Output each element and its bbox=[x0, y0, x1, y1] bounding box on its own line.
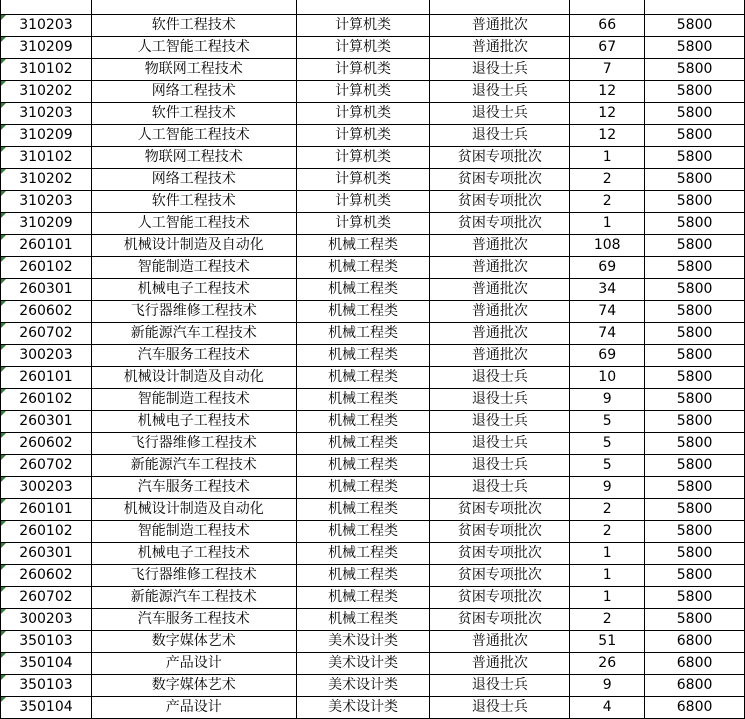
cell-code-text: 260602 bbox=[19, 303, 73, 319]
cell-code-text: 350103 bbox=[19, 633, 73, 649]
table-row bbox=[1, 191, 745, 213]
cell-batch[interactable]: 退役士兵 bbox=[430, 433, 570, 455]
number-as-text-marker-icon bbox=[1, 213, 6, 218]
cell-batch[interactable]: 退役士兵 bbox=[430, 389, 570, 411]
cell-code[interactable] bbox=[1, 631, 92, 653]
cell-category[interactable]: 美术设计类 bbox=[296, 631, 430, 653]
cell-fee[interactable]: 5800 bbox=[645, 235, 745, 257]
cell-batch[interactable]: 普通批次 bbox=[430, 37, 570, 59]
cell-code[interactable] bbox=[1, 609, 92, 631]
cell-count[interactable]: 5 bbox=[570, 455, 645, 477]
cell-major[interactable]: 飞行器维修工程技术 bbox=[91, 301, 296, 323]
cell-major[interactable]: 软件工程技术 bbox=[91, 15, 296, 37]
cell-count[interactable]: 9 bbox=[570, 389, 645, 411]
cell-count[interactable]: 12 bbox=[570, 81, 645, 103]
cell-fee[interactable]: 5800 bbox=[645, 499, 745, 521]
cell-category[interactable]: 机械工程类 bbox=[296, 257, 430, 279]
cell-category[interactable]: 机械工程类 bbox=[296, 411, 430, 433]
cell-batch[interactable]: 退役士兵 bbox=[430, 103, 570, 125]
table-row bbox=[1, 367, 745, 389]
table-row bbox=[1, 587, 745, 609]
cell-code-text: 260102 bbox=[19, 259, 73, 275]
cell-category[interactable]: 机械工程类 bbox=[296, 499, 430, 521]
cell-count[interactable]: 1 bbox=[570, 565, 645, 587]
number-as-text-marker-icon bbox=[1, 609, 6, 614]
cell-count[interactable]: 9 bbox=[570, 675, 645, 697]
number-as-text-marker-icon bbox=[1, 345, 6, 350]
cell-category[interactable]: 计算机类 bbox=[296, 15, 430, 37]
cell-code[interactable] bbox=[1, 653, 92, 675]
cell-code[interactable] bbox=[1, 0, 92, 15]
cell-count[interactable]: 2 bbox=[570, 169, 645, 191]
cell-code-text: 310209 bbox=[19, 215, 73, 231]
cell-code-text: 260102 bbox=[19, 523, 73, 539]
cell-fee[interactable]: 6800 bbox=[645, 697, 745, 719]
cell-code-text: 350104 bbox=[19, 655, 73, 671]
table-row-partial bbox=[1, 0, 745, 15]
number-as-text-marker-icon bbox=[1, 411, 6, 416]
cell-category[interactable]: 计算机类 bbox=[296, 125, 430, 147]
cell-code[interactable] bbox=[1, 125, 92, 147]
cell-code[interactable] bbox=[1, 191, 92, 213]
table-row bbox=[1, 235, 745, 257]
table-row bbox=[1, 147, 745, 169]
cell-count[interactable]: 1 bbox=[570, 543, 645, 565]
cell-batch[interactable]: 贫困专项批次 bbox=[430, 609, 570, 631]
table-row bbox=[1, 169, 745, 191]
number-as-text-marker-icon bbox=[1, 543, 6, 548]
cell-fee[interactable]: 5800 bbox=[645, 257, 745, 279]
cell-category[interactable]: 机械工程类 bbox=[296, 301, 430, 323]
cell-count[interactable]: 2 bbox=[570, 191, 645, 213]
cell-count[interactable]: 26 bbox=[570, 653, 645, 675]
cell-major[interactable]: 智能制造工程技术 bbox=[91, 521, 296, 543]
number-as-text-marker-icon bbox=[1, 257, 6, 262]
cell-count[interactable]: 74 bbox=[570, 323, 645, 345]
cell-code-text: 310209 bbox=[19, 39, 73, 55]
cell-batch[interactable]: 贫困专项批次 bbox=[430, 499, 570, 521]
cell-count[interactable]: 108 bbox=[570, 235, 645, 257]
cell-code[interactable] bbox=[1, 81, 92, 103]
table-row bbox=[1, 697, 745, 719]
cell-major[interactable]: 机械设计制造及自动化 bbox=[91, 367, 296, 389]
number-as-text-marker-icon bbox=[1, 37, 6, 42]
number-as-text-marker-icon bbox=[1, 103, 6, 108]
cell-batch[interactable]: 贫困专项批次 bbox=[430, 565, 570, 587]
cell-major[interactable]: 人工智能工程技术 bbox=[91, 213, 296, 235]
number-as-text-marker-icon bbox=[1, 235, 6, 240]
cell-category[interactable]: 计算机类 bbox=[296, 37, 430, 59]
cell-code-text: 260301 bbox=[19, 413, 73, 429]
cell-major[interactable]: 物联网工程技术 bbox=[91, 147, 296, 169]
cell-batch[interactable]: 退役士兵 bbox=[430, 125, 570, 147]
cell-major[interactable]: 人工智能工程技术 bbox=[91, 125, 296, 147]
cell-count[interactable]: 66 bbox=[570, 15, 645, 37]
cell-fee[interactable]: 6800 bbox=[645, 653, 745, 675]
cell-major[interactable]: 机械电子工程技术 bbox=[91, 411, 296, 433]
cell-major[interactable]: 飞行器维修工程技术 bbox=[91, 433, 296, 455]
cell-fee[interactable]: 5800 bbox=[645, 37, 745, 59]
cell-code-text: 300203 bbox=[19, 611, 73, 627]
table-row bbox=[1, 499, 745, 521]
cell-major[interactable]: 软件工程技术 bbox=[91, 103, 296, 125]
cell-count[interactable] bbox=[570, 0, 645, 15]
cell-batch[interactable]: 退役士兵 bbox=[430, 675, 570, 697]
cell-fee[interactable]: 5800 bbox=[645, 147, 745, 169]
cell-code[interactable] bbox=[1, 345, 92, 367]
cell-major[interactable]: 数字媒体艺术 bbox=[91, 631, 296, 653]
cell-code[interactable] bbox=[1, 15, 92, 37]
cell-count[interactable]: 51 bbox=[570, 631, 645, 653]
cell-count[interactable]: 2 bbox=[570, 499, 645, 521]
cell-code-text: 260301 bbox=[19, 281, 73, 297]
number-as-text-marker-icon bbox=[1, 521, 6, 526]
cell-code[interactable] bbox=[1, 477, 92, 499]
cell-major[interactable]: 机械电子工程技术 bbox=[91, 543, 296, 565]
number-as-text-marker-icon bbox=[1, 697, 6, 702]
cell-major[interactable]: 数字媒体艺术 bbox=[91, 675, 296, 697]
cell-code-text: 310102 bbox=[19, 61, 73, 77]
table-row bbox=[1, 675, 745, 697]
cell-count[interactable]: 5 bbox=[570, 433, 645, 455]
table-row bbox=[1, 433, 745, 455]
table-row bbox=[1, 345, 745, 367]
table-row bbox=[1, 389, 745, 411]
table-row bbox=[1, 59, 745, 81]
cell-major[interactable]: 新能源汽车工程技术 bbox=[91, 455, 296, 477]
cell-batch[interactable] bbox=[430, 0, 570, 15]
cell-fee[interactable]: 5800 bbox=[645, 455, 745, 477]
cell-code-text: 310202 bbox=[19, 171, 73, 187]
table-row bbox=[1, 213, 745, 235]
cell-count[interactable]: 69 bbox=[570, 345, 645, 367]
cell-major[interactable]: 产品设计 bbox=[91, 653, 296, 675]
cell-category[interactable]: 计算机类 bbox=[296, 103, 430, 125]
cell-batch[interactable]: 退役士兵 bbox=[430, 697, 570, 719]
cell-batch[interactable]: 贫困专项批次 bbox=[430, 587, 570, 609]
cell-batch[interactable]: 普通批次 bbox=[430, 631, 570, 653]
cell-code-text: 260101 bbox=[19, 369, 73, 385]
number-as-text-marker-icon bbox=[1, 653, 6, 658]
cell-batch[interactable]: 普通批次 bbox=[430, 235, 570, 257]
cell-batch[interactable]: 普通批次 bbox=[430, 323, 570, 345]
number-as-text-marker-icon bbox=[1, 565, 6, 570]
cell-category[interactable]: 机械工程类 bbox=[296, 587, 430, 609]
cell-batch[interactable]: 贫困专项批次 bbox=[430, 147, 570, 169]
cell-major[interactable]: 汽车服务工程技术 bbox=[91, 477, 296, 499]
cell-category[interactable]: 美术设计类 bbox=[296, 653, 430, 675]
cell-code[interactable] bbox=[1, 675, 92, 697]
cell-code[interactable] bbox=[1, 103, 92, 125]
cell-fee[interactable]: 5800 bbox=[645, 103, 745, 125]
cell-code[interactable] bbox=[1, 433, 92, 455]
cell-fee[interactable]: 5800 bbox=[645, 345, 745, 367]
cell-count[interactable]: 12 bbox=[570, 103, 645, 125]
cell-category[interactable]: 计算机类 bbox=[296, 169, 430, 191]
cell-fee[interactable]: 6800 bbox=[645, 631, 745, 653]
table-row bbox=[1, 521, 745, 543]
table-row bbox=[1, 565, 745, 587]
cell-count[interactable]: 1 bbox=[570, 147, 645, 169]
cell-category[interactable]: 机械工程类 bbox=[296, 323, 430, 345]
cell-count[interactable]: 10 bbox=[570, 367, 645, 389]
cell-category[interactable]: 机械工程类 bbox=[296, 367, 430, 389]
cell-fee[interactable]: 5800 bbox=[645, 565, 745, 587]
cell-count[interactable]: 7 bbox=[570, 59, 645, 81]
cell-major[interactable]: 飞行器维修工程技术 bbox=[91, 565, 296, 587]
number-as-text-marker-icon bbox=[1, 587, 6, 592]
cell-major[interactable]: 机械电子工程技术 bbox=[91, 279, 296, 301]
cell-category[interactable]: 计算机类 bbox=[296, 81, 430, 103]
table-row bbox=[1, 653, 745, 675]
cell-batch[interactable]: 普通批次 bbox=[430, 301, 570, 323]
table-row bbox=[1, 125, 745, 147]
cell-fee[interactable]: 5800 bbox=[645, 411, 745, 433]
table-row bbox=[1, 103, 745, 125]
cell-count[interactable]: 1 bbox=[570, 213, 645, 235]
number-as-text-marker-icon bbox=[1, 367, 6, 372]
cell-fee[interactable]: 5800 bbox=[645, 81, 745, 103]
cell-category[interactable]: 机械工程类 bbox=[296, 389, 430, 411]
number-as-text-marker-icon bbox=[1, 279, 6, 284]
cell-code-text: 260101 bbox=[19, 237, 73, 253]
table-row bbox=[1, 609, 745, 631]
cell-batch[interactable]: 退役士兵 bbox=[430, 477, 570, 499]
cell-code[interactable] bbox=[1, 301, 92, 323]
cell-category[interactable] bbox=[296, 0, 430, 15]
cell-category[interactable]: 机械工程类 bbox=[296, 345, 430, 367]
table-row bbox=[1, 543, 745, 565]
cell-code-text: 260702 bbox=[19, 325, 73, 341]
number-as-text-marker-icon bbox=[1, 389, 6, 394]
number-as-text-marker-icon bbox=[1, 59, 6, 64]
cell-batch[interactable]: 普通批次 bbox=[430, 345, 570, 367]
cell-batch[interactable]: 普通批次 bbox=[430, 279, 570, 301]
cell-major[interactable]: 物联网工程技术 bbox=[91, 59, 296, 81]
table-row bbox=[1, 301, 745, 323]
cell-major[interactable]: 机械设计制造及自动化 bbox=[91, 499, 296, 521]
cell-code-text: 350103 bbox=[19, 677, 73, 693]
cell-batch[interactable]: 退役士兵 bbox=[430, 59, 570, 81]
cell-fee[interactable]: 5800 bbox=[645, 279, 745, 301]
cell-category[interactable]: 机械工程类 bbox=[296, 433, 430, 455]
cell-count[interactable]: 5 bbox=[570, 411, 645, 433]
cell-batch[interactable]: 退役士兵 bbox=[430, 455, 570, 477]
number-as-text-marker-icon bbox=[1, 81, 6, 86]
cell-code-text: 260102 bbox=[19, 391, 73, 407]
cell-fee[interactable]: 5800 bbox=[645, 323, 745, 345]
cell-fee[interactable]: 5800 bbox=[645, 125, 745, 147]
table-row bbox=[1, 455, 745, 477]
cell-code-text: 310209 bbox=[19, 127, 73, 143]
cell-major[interactable]: 新能源汽车工程技术 bbox=[91, 587, 296, 609]
cell-batch[interactable]: 退役士兵 bbox=[430, 411, 570, 433]
cell-category[interactable]: 机械工程类 bbox=[296, 455, 430, 477]
table-row bbox=[1, 631, 745, 653]
number-as-text-marker-icon bbox=[1, 499, 6, 504]
cell-fee[interactable]: 5800 bbox=[645, 587, 745, 609]
cell-code[interactable] bbox=[1, 235, 92, 257]
cell-code-text: 260602 bbox=[19, 567, 73, 583]
cell-major[interactable]: 新能源汽车工程技术 bbox=[91, 323, 296, 345]
cell-fee[interactable]: 5800 bbox=[645, 15, 745, 37]
cell-major[interactable]: 智能制造工程技术 bbox=[91, 257, 296, 279]
cell-batch[interactable]: 贫困专项批次 bbox=[430, 543, 570, 565]
cell-category[interactable]: 机械工程类 bbox=[296, 521, 430, 543]
cell-code[interactable] bbox=[1, 323, 92, 345]
number-as-text-marker-icon bbox=[1, 675, 6, 680]
cell-fee[interactable]: 5800 bbox=[645, 477, 745, 499]
table-row bbox=[1, 37, 745, 59]
table-row bbox=[1, 15, 745, 37]
cell-category[interactable]: 计算机类 bbox=[296, 213, 430, 235]
cell-batch[interactable]: 普通批次 bbox=[430, 15, 570, 37]
number-as-text-marker-icon bbox=[1, 169, 6, 174]
cell-category[interactable]: 机械工程类 bbox=[296, 543, 430, 565]
cell-code-text: 310102 bbox=[19, 149, 73, 165]
cell-category[interactable]: 机械工程类 bbox=[296, 609, 430, 631]
cell-fee[interactable] bbox=[645, 0, 745, 15]
cell-fee[interactable]: 5800 bbox=[645, 301, 745, 323]
number-as-text-marker-icon bbox=[1, 147, 6, 152]
cell-category[interactable]: 机械工程类 bbox=[296, 477, 430, 499]
cell-code-text: 300203 bbox=[19, 479, 73, 495]
number-as-text-marker-icon bbox=[1, 631, 6, 636]
table-row bbox=[1, 411, 745, 433]
cell-major[interactable]: 机械设计制造及自动化 bbox=[91, 235, 296, 257]
cell-major[interactable]: 网络工程技术 bbox=[91, 81, 296, 103]
cell-code-text: 300203 bbox=[19, 347, 73, 363]
cell-batch[interactable]: 贫困专项批次 bbox=[430, 191, 570, 213]
cell-count[interactable]: 4 bbox=[570, 697, 645, 719]
cell-code-text: 260702 bbox=[19, 589, 73, 605]
table-row bbox=[1, 477, 745, 499]
number-as-text-marker-icon bbox=[1, 323, 6, 328]
number-as-text-marker-icon bbox=[1, 301, 6, 306]
cell-count[interactable]: 1 bbox=[570, 587, 645, 609]
cell-major[interactable]: 网络工程技术 bbox=[91, 169, 296, 191]
cell-batch[interactable]: 退役士兵 bbox=[430, 367, 570, 389]
cell-code-text: 310203 bbox=[19, 193, 73, 209]
cell-code[interactable] bbox=[1, 257, 92, 279]
cell-code-text: 260602 bbox=[19, 435, 73, 451]
cell-count[interactable]: 12 bbox=[570, 125, 645, 147]
cell-code[interactable] bbox=[1, 697, 92, 719]
cell-major[interactable]: 人工智能工程技术 bbox=[91, 37, 296, 59]
cell-code[interactable] bbox=[1, 389, 92, 411]
number-as-text-marker-icon bbox=[1, 191, 6, 196]
table-row bbox=[1, 279, 745, 301]
cell-major[interactable]: 汽车服务工程技术 bbox=[91, 609, 296, 631]
cell-code-text: 260702 bbox=[19, 457, 73, 473]
number-as-text-marker-icon bbox=[1, 15, 6, 20]
cell-category[interactable]: 美术设计类 bbox=[296, 697, 430, 719]
cell-major[interactable]: 软件工程技术 bbox=[91, 191, 296, 213]
cell-category[interactable]: 美术设计类 bbox=[296, 675, 430, 697]
cell-code[interactable] bbox=[1, 565, 92, 587]
number-as-text-marker-icon bbox=[1, 455, 6, 460]
cell-category[interactable]: 计算机类 bbox=[296, 147, 430, 169]
cell-code-text: 260101 bbox=[19, 501, 73, 517]
number-as-text-marker-icon bbox=[1, 477, 6, 482]
cell-fee[interactable]: 5800 bbox=[645, 609, 745, 631]
cell-code[interactable] bbox=[1, 213, 92, 235]
cell-code[interactable] bbox=[1, 499, 92, 521]
cell-fee[interactable]: 5800 bbox=[645, 169, 745, 191]
cell-code[interactable] bbox=[1, 587, 92, 609]
cell-count[interactable]: 2 bbox=[570, 521, 645, 543]
cell-batch[interactable]: 退役士兵 bbox=[430, 81, 570, 103]
table-body bbox=[1, 0, 745, 719]
cell-category[interactable]: 机械工程类 bbox=[296, 565, 430, 587]
cell-code-text: 260301 bbox=[19, 545, 73, 561]
table-row bbox=[1, 257, 745, 279]
cell-fee[interactable]: 5800 bbox=[645, 213, 745, 235]
cell-code[interactable] bbox=[1, 147, 92, 169]
cell-category[interactable]: 计算机类 bbox=[296, 191, 430, 213]
cell-fee[interactable]: 5800 bbox=[645, 521, 745, 543]
cell-code[interactable] bbox=[1, 543, 92, 565]
cell-code-text: 350104 bbox=[19, 699, 73, 715]
cell-code[interactable] bbox=[1, 37, 92, 59]
cell-code-text: 310202 bbox=[19, 83, 73, 99]
cell-batch[interactable]: 贫困专项批次 bbox=[430, 169, 570, 191]
cell-code[interactable] bbox=[1, 59, 92, 81]
cell-count[interactable]: 67 bbox=[570, 37, 645, 59]
cell-code[interactable] bbox=[1, 521, 92, 543]
cell-batch[interactable]: 贫困专项批次 bbox=[430, 213, 570, 235]
cell-fee[interactable]: 5800 bbox=[645, 367, 745, 389]
cell-category[interactable]: 机械工程类 bbox=[296, 279, 430, 301]
cell-count[interactable]: 74 bbox=[570, 301, 645, 323]
cell-code[interactable] bbox=[1, 367, 92, 389]
table-row bbox=[1, 81, 745, 103]
cell-fee[interactable]: 5800 bbox=[645, 543, 745, 565]
table-row bbox=[1, 323, 745, 345]
number-as-text-marker-icon bbox=[1, 125, 6, 130]
cell-fee[interactable]: 5800 bbox=[645, 191, 745, 213]
cell-fee[interactable]: 5800 bbox=[645, 389, 745, 411]
cell-fee[interactable]: 5800 bbox=[645, 433, 745, 455]
cell-category[interactable]: 计算机类 bbox=[296, 59, 430, 81]
cell-code-text: 310203 bbox=[19, 105, 73, 121]
cell-code[interactable] bbox=[1, 455, 92, 477]
cell-code[interactable] bbox=[1, 411, 92, 433]
cell-fee[interactable]: 5800 bbox=[645, 59, 745, 81]
cell-batch[interactable]: 贫困专项批次 bbox=[430, 521, 570, 543]
cell-count[interactable]: 69 bbox=[570, 257, 645, 279]
cell-count[interactable]: 2 bbox=[570, 609, 645, 631]
cell-code[interactable] bbox=[1, 169, 92, 191]
cell-batch[interactable]: 普通批次 bbox=[430, 257, 570, 279]
cell-major[interactable]: 智能制造工程技术 bbox=[91, 389, 296, 411]
cell-major[interactable] bbox=[91, 0, 296, 15]
cell-major[interactable]: 汽车服务工程技术 bbox=[91, 345, 296, 367]
cell-count[interactable]: 9 bbox=[570, 477, 645, 499]
cell-fee[interactable]: 6800 bbox=[645, 675, 745, 697]
cell-major[interactable]: 产品设计 bbox=[91, 697, 296, 719]
cell-category[interactable]: 机械工程类 bbox=[296, 235, 430, 257]
cell-batch[interactable]: 普通批次 bbox=[430, 653, 570, 675]
cell-code[interactable] bbox=[1, 279, 92, 301]
cell-code-text: 310203 bbox=[19, 17, 73, 33]
cell-count[interactable]: 34 bbox=[570, 279, 645, 301]
number-as-text-marker-icon bbox=[1, 433, 6, 438]
